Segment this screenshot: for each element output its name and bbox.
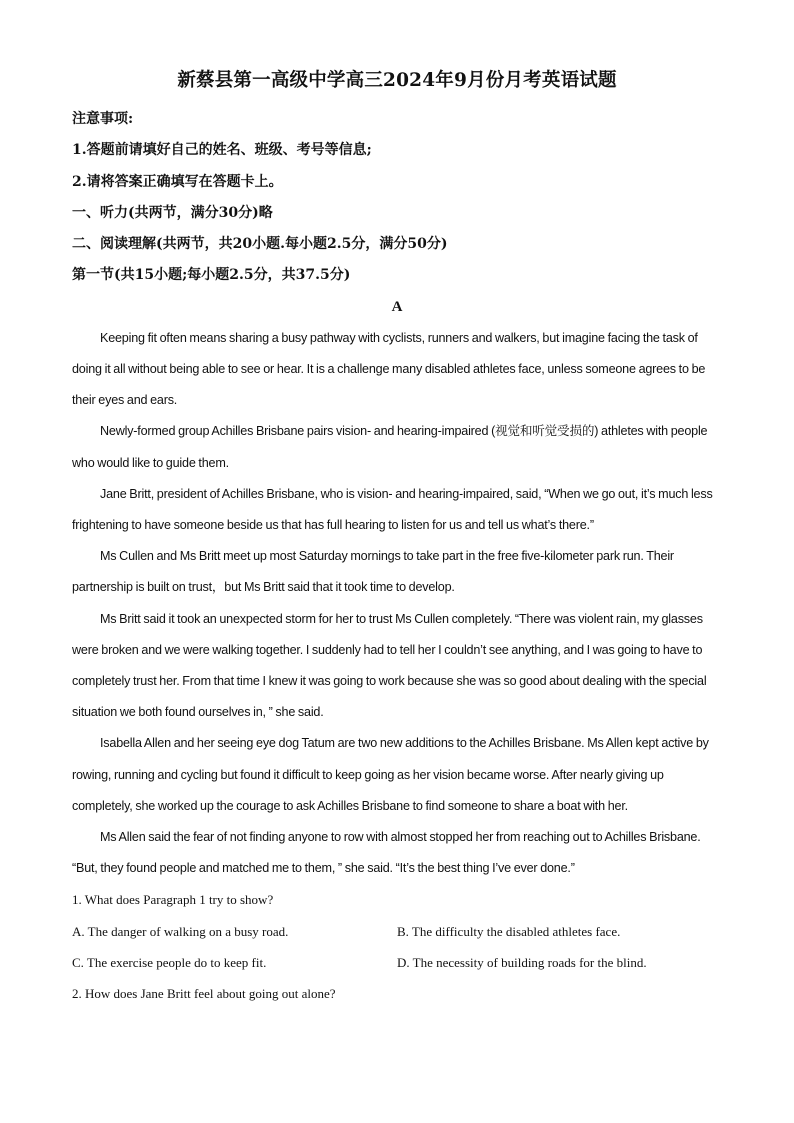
passage-paragraph: Isabella Allen and her seeing eye dog Tatum are two new additions to the Achilles Brisbane. Ms Allen kept active by rowing, running and cycling but found it difficult to keep going as her vision became worse. After nearly giving up completely, she worked up the courage to ask Achilles Brisbane to find someone to share a boat with her. (72, 736, 709, 813)
question-stem: 1. What does Paragraph 1 try to show? (72, 892, 274, 908)
options-row (72, 916, 722, 947)
section-reading: 二、阅读理解(共两节，共20小题.每小题2.5分，满分50分) (72, 236, 448, 253)
option-c: C. The exercise people do to keep fit. (72, 954, 267, 970)
passage-label: A (391, 298, 403, 315)
passage-paragraph: Ms Cullen and Ms Britt meet up most Saturday mornings to take part in the free five-kilometer park run. Their partnership is built on trust，but Ms Britt said that it took time to develop. (72, 549, 674, 595)
passage-paragraph: Ms Britt said it took an unexpected storm for her to trust Ms Cullen completely. “There was violent rain, my glasses were broken and we were walking together. I suddenly had to tell her I couldn’t see anything, and I was going to have to completely trust her. From that time I knew it was going to work because she was so good about dealing with the special situation we both found ourselves in, ” she said. (72, 611, 707, 720)
options-row (72, 947, 722, 978)
section-listening: 一、听力(共两节，满分30分)略 (72, 204, 273, 221)
passage-paragraph: Ms Allen said the fear of not finding anyone to row with almost stopped her from reaching out to Achilles Brisbane. “But, they found people and matched me to them, ” she said. “It’s the best thing I’ve ever done.” (72, 830, 701, 876)
option-a: A. The danger of walking on a busy road. (72, 923, 289, 939)
passage-a (72, 323, 722, 885)
note-item-answer-sheet: 2.请将答案正确填写在答题卡上。 (72, 173, 283, 190)
passage-paragraph: Jane Britt, president of Achilles Brisbane, who is vision- and hearing-impaired, said, “When we go out, it’s much less frightening to have someone beside us that has full hearing to listen for us and tell us what’s there.” (72, 486, 713, 532)
subsection-one: 第一节(共15小题;每小题2.5分，共37.5分) (72, 267, 351, 284)
option-b: B. The difficulty the disabled athletes face. (397, 923, 621, 939)
question-1 (72, 884, 722, 978)
note-item-fill-info: 1.答题前请填好自己的姓名、班级、考号等信息; (72, 142, 372, 159)
exam-notes (72, 104, 722, 292)
passage-paragraph: Newly-formed group Achilles Brisbane pairs vision- and hearing-impaired (视觉和听觉受损的) athletes with people who would like to guide them. (72, 424, 708, 470)
passage-paragraph: Keeping fit often means sharing a busy pathway with cyclists, runners and walkers, but imagine facing the task of doing it all without being able to see or hear. It is a challenge many disabled athletes face, unless someone agrees to be their eyes and ears. (72, 330, 706, 408)
question-stem: 2. How does Jane Britt feel about going out alone? (72, 986, 336, 1001)
exam-title: 新蔡县第一高级中学高三2024年9月份月考英语试题 (177, 70, 617, 91)
notes-heading: 注意事项: (72, 111, 134, 127)
question-2 (72, 978, 722, 1009)
exam-page (72, 64, 722, 1009)
option-d: D. The necessity of building roads for the blind. (397, 954, 647, 970)
